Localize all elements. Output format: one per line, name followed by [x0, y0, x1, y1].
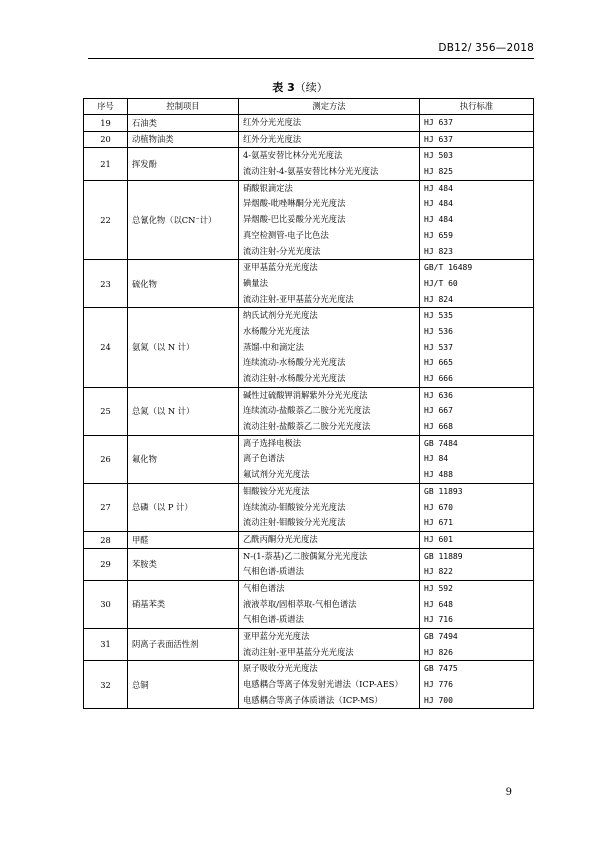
standard-line: HJ 636: [424, 390, 453, 400]
standard-line: GB 7475: [424, 664, 458, 674]
table-title: [0, 79, 600, 95]
control-item: 苯胺类: [128, 548, 239, 580]
method-line: 流动注射-钼酸铵分光光度法: [243, 517, 346, 528]
method-line: 连续流动-盐酸萘乙二胺分光光度法: [243, 405, 371, 416]
method-line: 乙酰丙酮分光光度法: [243, 533, 318, 544]
standard-line: HJ 536: [424, 326, 453, 336]
method-line: 电感耦合等离子体质谱法（ICP-MS）: [243, 694, 383, 705]
method-line: 液液萃取/固相萃取-气相色谱法: [243, 598, 357, 609]
standard-line: GB 11893: [424, 486, 463, 496]
standard-line: HJ 484: [424, 183, 453, 193]
method-line: 气相色谱-质谱法: [243, 566, 304, 577]
standard-cell: [420, 548, 534, 580]
table-title-suffix: （续）: [294, 81, 328, 94]
method-line: 流动注射-4-氨基安替比林分光光度法: [243, 166, 379, 177]
method-cell: [239, 387, 420, 435]
standard-line: HJ 84: [424, 454, 449, 464]
standard-line: HJ 503: [424, 151, 453, 161]
table-row: [84, 180, 534, 259]
standard-line: HJ 670: [424, 502, 453, 512]
table-row: [84, 387, 534, 435]
method-line: 硝酸银滴定法: [243, 182, 293, 193]
table-row: [84, 115, 534, 132]
standard-line: HJ 700: [424, 695, 453, 705]
control-item: 挥发酚: [128, 148, 239, 180]
method-cell: [239, 629, 420, 661]
method-line: 气相色谱-质谱法: [243, 614, 304, 625]
row-number: 29: [84, 548, 128, 580]
table-row: [84, 131, 534, 148]
method-line: N-(1-萘基)乙二胺偶氮分光光度法: [243, 550, 368, 561]
table-row: [84, 260, 534, 308]
method-line: 连续流动-水杨酸分光光度法: [243, 357, 346, 368]
method-line: 流动注射-亚甲基蓝分光光度法: [243, 646, 354, 657]
standard-line: HJ 484: [424, 199, 453, 209]
control-item: 硝基苯类: [128, 580, 239, 628]
row-number: 25: [84, 387, 128, 435]
row-number: 32: [84, 661, 128, 709]
method-cell: [239, 115, 420, 132]
standard-cell: [420, 387, 534, 435]
method-line: 红外分光光度法: [243, 133, 302, 144]
method-line: 原子吸收分光光度法: [243, 663, 318, 674]
table-row: [84, 483, 534, 531]
method-line: 碘量法: [243, 277, 268, 288]
standards-table: [83, 98, 534, 709]
row-number: 27: [84, 483, 128, 531]
standard-line: HJ/T 60: [424, 278, 458, 288]
method-line: 钼酸铵分光光度法: [243, 485, 310, 496]
method-cell: [239, 580, 420, 628]
standard-line: HJ 659: [424, 230, 453, 240]
method-line: 流动注射-分光光度法: [243, 245, 321, 256]
standard-line: HJ 824: [424, 294, 453, 304]
table-title-label: 表 3: [272, 81, 295, 94]
standard-cell: [420, 661, 534, 709]
method-line: 氟试剂分光光度法: [243, 469, 310, 480]
standard-line: HJ 671: [424, 518, 453, 528]
standard-line: HJ 665: [424, 358, 453, 368]
column-header-standard: 执行标准: [420, 99, 534, 115]
standard-cell: [420, 308, 534, 387]
control-item: 氨氮（以 N 计）: [128, 308, 239, 387]
standard-cell: [420, 531, 534, 548]
standard-line: GB 11889: [424, 551, 463, 561]
control-item: 石油类: [128, 115, 239, 132]
method-line: 异烟酸-吡唑啉酮分光光度法: [243, 198, 346, 209]
method-line: 流动注射-亚甲基蓝分光光度法: [243, 293, 354, 304]
method-line: 异烟酸-巴比妥酸分光光度法: [243, 214, 346, 225]
control-item: 甲醛: [128, 531, 239, 548]
standard-cell: [420, 131, 534, 148]
method-cell: [239, 308, 420, 387]
row-number: 24: [84, 308, 128, 387]
standard-line: HJ 822: [424, 567, 453, 577]
standard-line: HJ 535: [424, 311, 453, 321]
table-row: [84, 435, 534, 483]
control-item: 氟化物: [128, 435, 239, 483]
table-row: [84, 308, 534, 387]
header-rule: [88, 58, 534, 59]
standard-cell: [420, 483, 534, 531]
standard-line: GB 7484: [424, 438, 458, 448]
standard-line: GB/T 16489: [424, 263, 473, 273]
standard-line: HJ 776: [424, 680, 453, 690]
method-line: 红外分光光度法: [243, 117, 302, 127]
method-line: 水杨酸分光光度法: [243, 325, 310, 336]
method-line: 电感耦合等离子体发射光谱法（ICP-AES）: [243, 679, 403, 690]
table-row: [84, 531, 534, 548]
table-row: [84, 661, 534, 709]
row-number: 31: [84, 629, 128, 661]
standard-line: HJ 825: [424, 167, 453, 177]
method-line: 4-氨基安替比林分光光度法: [243, 150, 343, 161]
method-line: 离子选择电极法: [243, 437, 302, 448]
page-number: 9: [505, 787, 512, 798]
method-cell: [239, 260, 420, 308]
method-cell: [239, 435, 420, 483]
standard-line: HJ 826: [424, 647, 453, 657]
standard-cell: [420, 629, 534, 661]
table-header-row: [84, 99, 534, 115]
standard-cell: [420, 148, 534, 180]
standard-line: HJ 601: [424, 534, 453, 544]
row-number: 19: [84, 115, 128, 132]
standard-line: HJ 648: [424, 599, 453, 609]
method-cell: [239, 661, 420, 709]
standard-cell: [420, 580, 534, 628]
method-line: 连续流动-钼酸铵分光光度法: [243, 501, 346, 512]
method-line: 纳氏试剂分光光度法: [243, 310, 318, 321]
table-row: [84, 580, 534, 628]
method-line: 真空检测管-电子比色法: [243, 229, 329, 240]
control-item: 总磷（以 P 计）: [128, 483, 239, 531]
column-header-item: 控制项目: [128, 99, 239, 115]
method-line: 亚甲蓝分光光度法: [243, 631, 310, 641]
row-number: 26: [84, 435, 128, 483]
standard-line: HJ 592: [424, 583, 453, 593]
control-item: 总氮（以 N 计）: [128, 387, 239, 435]
column-header-no: 序号: [84, 99, 128, 115]
document-id: DB12/ 356—2018: [438, 42, 534, 54]
table-row: [84, 148, 534, 180]
row-number: 22: [84, 180, 128, 259]
method-cell: [239, 131, 420, 148]
method-line: 流动注射-水杨酸分光光度法: [243, 373, 346, 383]
standard-line: HJ 484: [424, 215, 453, 225]
standard-line: HJ 488: [424, 470, 453, 480]
method-cell: [239, 180, 420, 259]
method-line: 蒸馏-中和滴定法: [243, 341, 304, 352]
method-line: 离子色谱法: [243, 453, 285, 464]
standard-line: HJ 823: [424, 246, 453, 256]
row-number: 30: [84, 580, 128, 628]
control-item: 总氰化物（以CN⁻计）: [128, 180, 239, 259]
standard-line: HJ 667: [424, 406, 453, 416]
method-cell: [239, 531, 420, 548]
standard-line: HJ 537: [424, 342, 453, 352]
standard-cell: [420, 180, 534, 259]
row-number: 23: [84, 260, 128, 308]
method-line: 碱性过硫酸钾消解紫外分光光度法: [243, 389, 368, 400]
control-item: 动植物油类: [128, 131, 239, 148]
standard-line: HJ 637: [424, 118, 453, 127]
standard-line: GB 7494: [424, 632, 458, 641]
standard-cell: [420, 260, 534, 308]
row-number: 20: [84, 131, 128, 148]
method-cell: [239, 483, 420, 531]
table-body: [84, 115, 534, 709]
method-cell: [239, 548, 420, 580]
method-cell: [239, 148, 420, 180]
table-row: [84, 548, 534, 580]
control-item: 总铜: [128, 661, 239, 709]
standard-line: HJ 666: [424, 374, 453, 383]
column-header-method: 测定方法: [239, 99, 420, 115]
standard-cell: [420, 115, 534, 132]
standard-line: HJ 716: [424, 615, 453, 625]
method-line: 流动注射-盐酸萘乙二胺分光光度法: [243, 421, 371, 432]
standard-line: HJ 668: [424, 422, 453, 432]
standard-line: HJ 637: [424, 134, 453, 144]
table-row: [84, 629, 534, 661]
standard-cell: [420, 435, 534, 483]
control-item: 阴离子表面活性剂: [128, 629, 239, 661]
method-line: 亚甲基蓝分光光度法: [243, 262, 318, 273]
row-number: 28: [84, 531, 128, 548]
control-item: 硫化物: [128, 260, 239, 308]
method-line: 气相色谱法: [243, 582, 285, 593]
row-number: 21: [84, 148, 128, 180]
